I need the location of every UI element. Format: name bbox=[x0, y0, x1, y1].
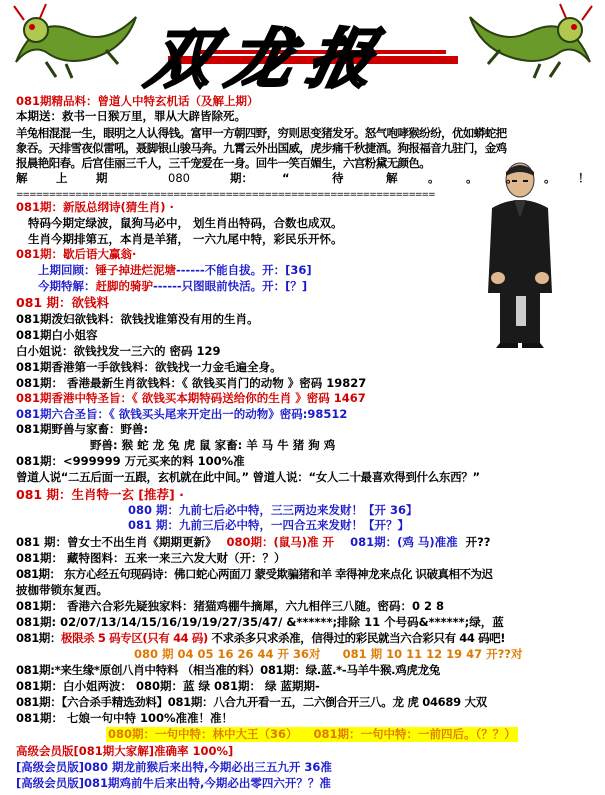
zeng-lady-080-label: 080期： bbox=[226, 535, 274, 549]
this-solve-label: 今期特解： bbox=[38, 279, 96, 293]
last-review-label: 上期回顾： bbox=[38, 263, 96, 277]
last-review-line bbox=[38, 263, 312, 278]
solve-dot-2: 。 bbox=[466, 171, 478, 185]
last-review-answer: ------不能自拔。开：[36] bbox=[176, 263, 312, 277]
eight-zodiac-line: 081期:*来生缘*原创八肖中特料 （相当准的料）081期：绿.蓝.*-马羊牛猴.鸡虎龙兔 bbox=[16, 663, 441, 677]
left-dragon-icon bbox=[6, 2, 156, 82]
poem-line-1: 特码今期定绿波，鼠狗马必中， 划生肖出特码，合数也成双。 bbox=[28, 216, 343, 230]
animals-line: 野兽: 猴 蛇 龙 兔 虎 鼠 家畜: 羊 马 牛 猪 狗 鸡 bbox=[90, 438, 336, 452]
kill-five-results bbox=[134, 647, 522, 662]
line-poem-1: 羊兔相混混一生，眼明之人认得钱。富甲一方朝四野，穷则思变猪发牙。怒气咆哮猴纷纷，优如蟒蛇把 bbox=[16, 126, 507, 140]
kill-five-line bbox=[16, 631, 505, 646]
section-money-title: 081 期：欲钱料 bbox=[16, 295, 109, 310]
page-title: 双龙报 bbox=[140, 22, 397, 97]
zeng-lady-081-label: 081期： bbox=[350, 535, 398, 549]
solve-issue-num: 080 bbox=[168, 171, 190, 185]
solve-char-7: 解 bbox=[386, 171, 398, 185]
vip-line-2: [高级会员版]081期鸡前牛后来出特,今期必出零四六开？？准 bbox=[16, 776, 331, 790]
section-xiehouyu-title: 081期：歇后语大赢翁· bbox=[16, 247, 137, 261]
section-zodiac-title: 081 期：生肖特一玄 [推荐] · bbox=[16, 487, 184, 502]
money-line-3: 白小姐说：欲钱找发一三六的 密码 129 bbox=[16, 344, 221, 358]
zeng-lady-081-open: 开?? bbox=[465, 535, 491, 549]
solve-dot-1: 。 bbox=[428, 171, 440, 185]
right-dragon-icon bbox=[450, 2, 600, 82]
line-this-issue: 本期送：救书一日猴万里，罪从大辟皆除死。 bbox=[16, 109, 246, 123]
kill-five-label: 081期： bbox=[16, 631, 62, 645]
kill-five-081: 081 期 10 11 12 19 47 开??对 bbox=[342, 647, 523, 661]
kill-five-080: 080 期 04 05 16 26 44 开 36对 bbox=[134, 647, 321, 661]
line-intro-title: 081期精品料：曾道人中特玄机话（及解上期） bbox=[16, 94, 259, 108]
one-sentence-081: 081期：一句中特：一前四后。（？？） bbox=[313, 727, 516, 741]
this-issue-solve-line bbox=[38, 279, 307, 294]
divider: ================================================================ bbox=[16, 190, 435, 200]
zodiac-line-2: 081 期：九前三后必中特，一四合五来发财！【开？】 bbox=[128, 518, 410, 532]
killer-picks-line: 081期：【六合杀手精选劲料】081期：八合九开看一五，二六倒合开三八。龙 虎 04689 大双 bbox=[16, 695, 487, 709]
seven-lady-line: 081期： 七娘一句中特 100%准准！准！ bbox=[16, 711, 234, 725]
zeng-lady-080-result: (鼠马)准 开 bbox=[273, 535, 335, 549]
one-sentence-080: 080期：一句中特：林中大王（36） bbox=[108, 727, 298, 741]
solve-char-1: 解 bbox=[16, 171, 28, 185]
solve-char-6: 待 bbox=[332, 171, 344, 185]
kill-five-zone: 极限杀 5 码专区(只有 44 码) bbox=[61, 631, 208, 645]
heart-sutra-line-2: 披枷带锁东复西。 bbox=[16, 583, 108, 597]
zodiac-line-1: 080 期：九前七后必中特，三三两边来发财！【开 36】 bbox=[128, 503, 418, 517]
this-solve-phrase: 赶脚的骑驴 bbox=[95, 279, 153, 293]
price-line: 081期：<999999 万元买来的料 100%准 bbox=[16, 454, 245, 468]
zeng-lady-label: 081 期：曾女士不出生肖《期期更新》 bbox=[16, 535, 217, 549]
hk-exclusive-line: 081期： 香港六合彩先疑独家料：猪猫鸡棚牛摘犀，六九相伴三八随。密码：0 2 8 bbox=[16, 599, 445, 613]
solve-dot-3: 。 bbox=[506, 171, 518, 185]
money-line-1: 081期泼妇欲钱料：欲钱找谁第没有用的生肖。 bbox=[16, 312, 259, 326]
zeng-said-line: 曾道人说“二五后面一五跟，玄机就在此中间。” 曾道人说：“女人二十最喜欢得到什么东西？” bbox=[16, 470, 480, 484]
poem-line-2: 生肖今期排第五，本肖是羊猪， 一六九尾中特，彩民乐开怀。 bbox=[28, 232, 343, 246]
money-line-2: 081期白小姐容 bbox=[16, 328, 98, 342]
solve-char-3: 期 bbox=[96, 171, 108, 185]
solve-char-5: “ bbox=[282, 171, 290, 185]
line-poem-2: 象吞。天排雪夜似雷吼，聂脚银山骏马奔。九霄云外出国威，虎步痛千秋捷酒。狗报福音九驻门，金鸡 bbox=[16, 141, 507, 155]
exclude-line: 081期: 02/07/13/14/15/16/19/19/27/35/47/ &******;排除 11 个号码&******;绿，蓝 bbox=[16, 615, 504, 629]
vip-line-1: [高级会员版]080 期龙前猴后来出特,今期必出三五九开 36准 bbox=[16, 760, 332, 774]
white-lady-waves-line: 081期：白小姐两波： 080期：蓝 绿 081期： 绿 蓝期期- bbox=[16, 679, 320, 693]
kill-five-desc: 不求杀多只求杀准，信得过的彩民就当六合彩只有 44 码吧! bbox=[211, 631, 506, 645]
heart-sutra-line: 081期： 东方心经五句现码诗：佛口蛇心两面刀 蒙受欺骗猪和羊 幸得神龙来点化 识破真相不为迟 bbox=[16, 567, 493, 581]
last-review-phrase: 锤子掉进烂泥塘 bbox=[95, 263, 176, 277]
hidden-picture-line: 081期： 藏特图料：五来一来三六发大财（开：？） bbox=[16, 551, 286, 565]
money-line-8: 081期野兽与家畜：野兽: bbox=[16, 422, 149, 436]
section-new-poem-title: 081期：新版总纲诗(猜生肖) · bbox=[16, 200, 174, 214]
solve-exclaim: ！ bbox=[578, 171, 590, 185]
money-line-4: 081期香港第一手欲钱料：欲钱找一力金毛遍全身。 bbox=[16, 360, 282, 374]
zeng-lady-line bbox=[16, 535, 490, 550]
line-poem-3: 报晨艳阳春。后宫佳丽三千人，三千宠爱在一身。回牛一笑百媚生，六宫粉黛无颜色。 bbox=[16, 156, 431, 170]
man-figure-image bbox=[478, 158, 558, 348]
solve-char-2: 上 bbox=[56, 171, 68, 185]
this-solve-answer: ------只图眼前快活。开：[？] bbox=[153, 279, 308, 293]
solve-dot-4: 。 bbox=[544, 171, 556, 185]
one-sentence-line bbox=[106, 727, 518, 742]
solve-char-4: 期： bbox=[230, 171, 253, 185]
money-line-7: 081期六合圣旨：《 欲钱买头尾来开定出一的动物》密码:98512 bbox=[16, 407, 348, 421]
money-line-6: 081期香港中特圣旨：《 欲钱买本期特码送给你的生肖 》密码 1467 bbox=[16, 391, 366, 405]
zeng-lady-081-result: (鸡 马)准准 bbox=[397, 535, 458, 549]
money-line-5: 081期： 香港最新生肖欲钱料：《 欲钱买肖门的动物 》密码 19827 bbox=[16, 376, 367, 390]
vip-title-line: 高级会员版[081期大家解]准确率 100%] bbox=[16, 744, 234, 758]
